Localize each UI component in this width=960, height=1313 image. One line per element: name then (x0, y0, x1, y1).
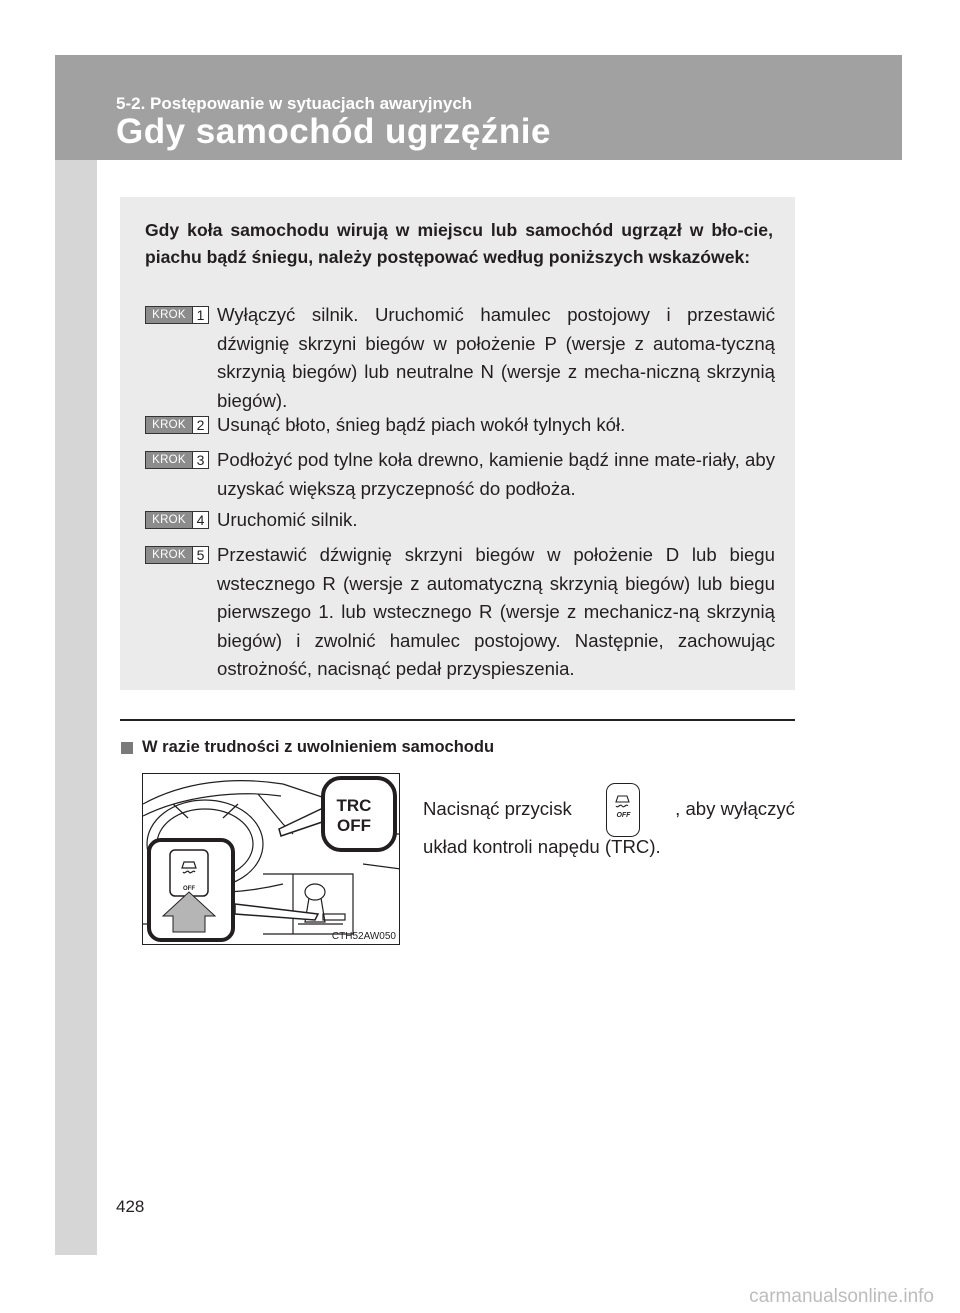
step-3 (145, 451, 775, 508)
step-badge-word: KROK (146, 547, 192, 563)
step-2 (145, 416, 775, 445)
step-text: Podłożyć pod tylne koła drewno, kamienie bądź inne mate-riały, aby uzyskać większą przyczepność do podłoża. (217, 449, 775, 499)
trc-skid-icon (607, 784, 638, 835)
section-label: 5-2. Postępowanie w sytuacjach awaryjnych (116, 94, 473, 113)
trc-instruction-line-2: układ kontroli napędu (TRC). (423, 836, 661, 857)
step-badge-word: KROK (146, 512, 192, 528)
illustration-code: CTH52AW050 (331, 931, 396, 942)
step-badge (145, 546, 209, 564)
page-number: 428 (116, 1197, 145, 1216)
section-divider (120, 719, 795, 721)
step-badge-word: KROK (146, 417, 192, 433)
step-text: Usunąć błoto, śnieg bądź piach wokół tylnych kół. (217, 414, 626, 435)
step-badge (145, 511, 209, 529)
trc-off-callout (327, 796, 381, 836)
subsection-heading (121, 738, 494, 757)
watermark: carmanualsonline.info (749, 1286, 934, 1307)
step-badge-number: 2 (192, 417, 208, 433)
step-badge-number: 5 (192, 547, 208, 563)
step-badge (145, 306, 209, 324)
step-badge-number: 3 (192, 452, 208, 468)
button-off-label: OFF (183, 886, 195, 892)
step-text: Uruchomić silnik. (217, 509, 358, 530)
side-band (55, 55, 97, 1255)
trc-instruction-line-1 (423, 781, 795, 837)
trc-text-before: Nacisnąć przycisk (423, 798, 572, 819)
dashboard-illustration (142, 773, 400, 945)
step-text: Przestawić dźwignię skrzyni biegów w położenie D lub biegu wstecznego R (wersje z automatyczną skrzynią biegów) lub biegu pierwszego 1. lub wstecznego R (wersje z mechanicz-ną skrzynią biegów) i zwolnić hamulec postojowy. Następnie, zachowując ostrożność, nacisnąć pedał przyspieszenia. (217, 544, 775, 679)
trc-text-after: , aby wyłączyć (675, 798, 795, 819)
step-5 (145, 546, 775, 689)
step-badge-word: KROK (146, 452, 192, 468)
trc-button-off-label: OFF (616, 812, 631, 819)
subsection-heading-text: W razie trudności z uwolnieniem samochodu (142, 738, 495, 756)
step-4 (145, 511, 775, 540)
callout-line-2: OFF (337, 816, 371, 835)
trc-off-button-icon (606, 783, 640, 837)
square-bullet-icon (121, 742, 133, 754)
step-badge-word: KROK (146, 307, 192, 323)
step-1 (145, 306, 775, 420)
step-text: Wyłączyć silnik. Uruchomić hamulec postojowy i przestawić dźwignię skrzyni biegów w położenie P (wersje z automa-tyczną skrzynią biegów) lub neutralne N (wersje z mecha-niczną skrzynią biegów). (217, 304, 775, 411)
step-badge (145, 416, 209, 434)
callout-line-1: TRC (336, 796, 372, 815)
step-badge-number: 4 (192, 512, 208, 528)
intro-text: Gdy koła samochodu wirują w miejscu lub samochód ugrzązł w bło-cie, piachu bądź śniegu, należy postępować według poniższych wskazówek: (145, 220, 773, 267)
page-title: Gdy samochód ugrzęźnie (116, 112, 551, 151)
step-badge-number: 1 (192, 307, 208, 323)
step-badge (145, 451, 209, 469)
